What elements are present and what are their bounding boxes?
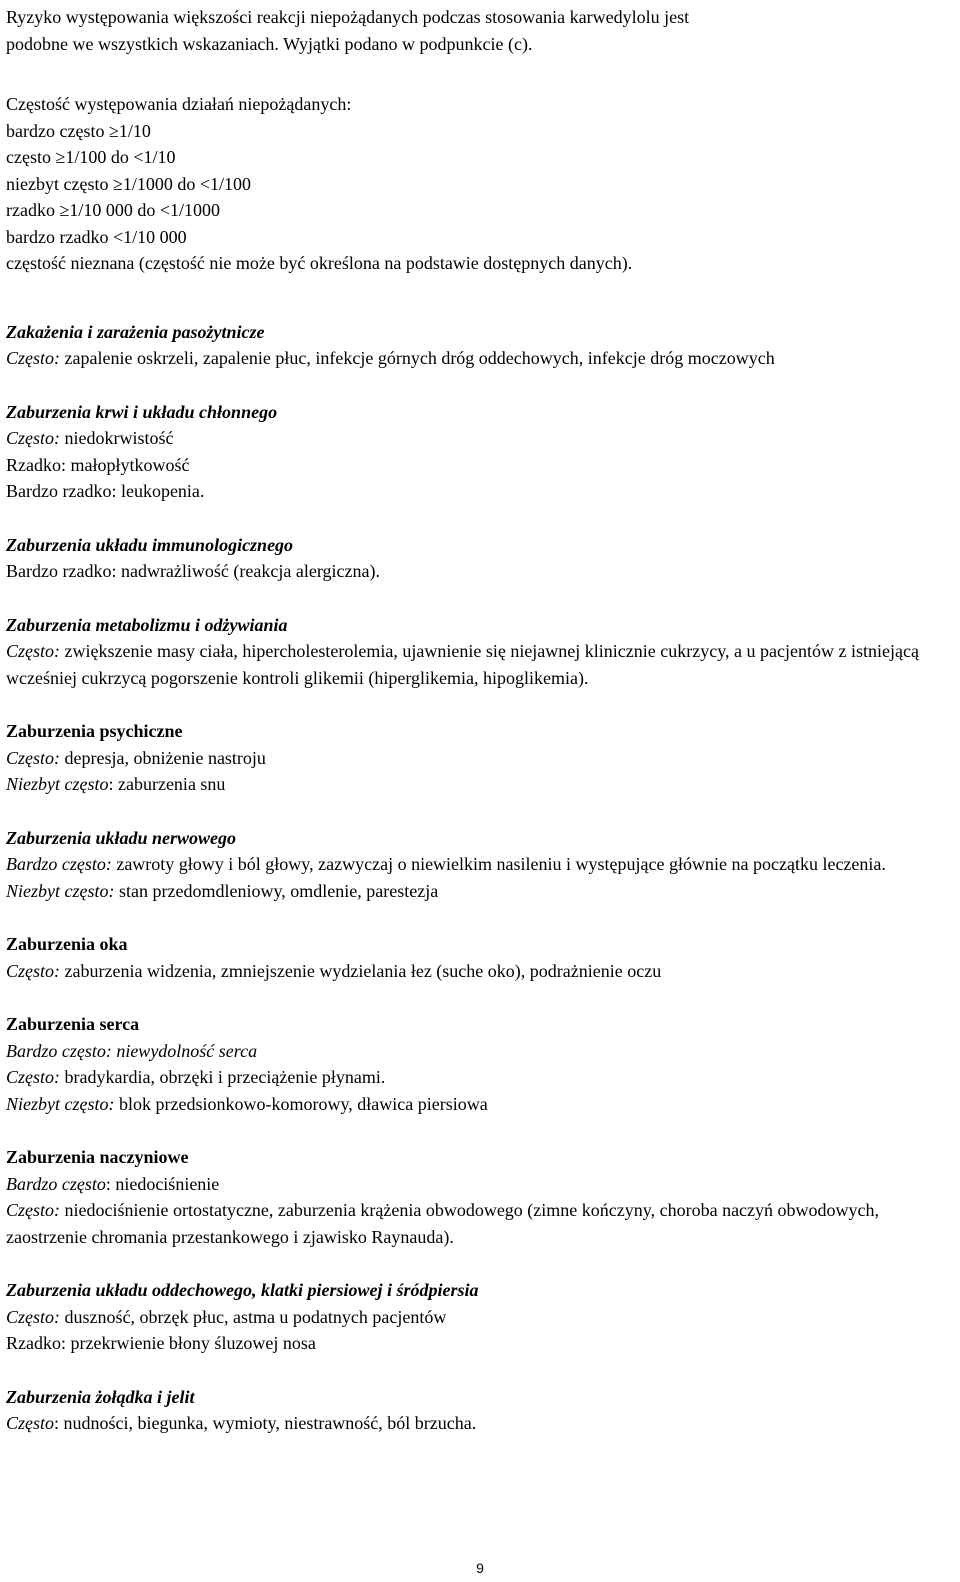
section-immune	[6, 532, 956, 585]
frequency-item: rzadko ≥1/10 000 do <1/1000	[6, 200, 221, 220]
section-entry: Niezbyt często: zaburzenia snu	[6, 774, 226, 794]
section-entry: Bardzo często: zawroty głowy i ból głowy, zazwyczaj o niewielkim nasileniu i występujące głównie na początku leczenia.	[6, 854, 886, 874]
frequency-definitions	[6, 91, 956, 277]
frequency-item: bardzo często ≥1/10	[6, 120, 151, 141]
section-entry: Często: zwiększenie masy ciała, hipercholesterolemia, ujawnienie się niejawnej klinicznie cukrzycy, a u pacjentów z istniejącą wcześniej cukrzycą pogorszenie kontroli glikemii (hiperglikemia, hipoglikemia).	[6, 641, 919, 688]
section-heading: Zaburzenia układu immunologicznego	[6, 534, 294, 555]
section-heading: Zaburzenia metabolizmu i odżywiania	[6, 614, 288, 635]
intro-paragraph	[6, 4, 956, 57]
section-heading: Zaburzenia układu nerwowego	[6, 827, 237, 848]
frequency-item: często ≥1/100 do <1/10	[6, 147, 176, 167]
section-entry: Często: niedokrwistość	[6, 428, 174, 448]
section-entry: Niezbyt często: blok przedsionkowo-komorowy, dławica piersiowa	[6, 1093, 488, 1114]
section-entry: Bardzo często: niedociśnienie	[6, 1173, 220, 1194]
section-heading: Zaburzenia serca	[6, 1014, 140, 1034]
section-heading: Zaburzenia oka	[6, 934, 128, 954]
frequency-item: częstość nieznana (częstość nie może być określona na podstawie dostępnych danych).	[6, 253, 633, 273]
frequency-item: niezbyt często ≥1/1000 do <1/100	[6, 173, 251, 194]
frequency-item: bardzo rzadko <1/10 000	[6, 226, 187, 247]
section-entry: Niezbyt często: stan przedomdleniowy, omdlenie, parestezja	[6, 880, 439, 901]
section-heading: Zaburzenia żołądka i jelit	[6, 1386, 195, 1407]
section-heading: Zaburzenia psychiczne	[6, 721, 183, 741]
section-heading: Zaburzenia krwi i układu chłonnego	[6, 401, 278, 422]
page-number: 9	[476, 1560, 484, 1576]
section-respiratory	[6, 1277, 956, 1357]
section-entry: Często: bradykardia, obrzęki i przeciążenie płynami.	[6, 1067, 386, 1087]
section-entry: Rzadko: przekrwienie błony śluzowej nosa	[6, 1333, 316, 1353]
frequency-title: Częstość występowania działań niepożądanych:	[6, 94, 352, 114]
section-heading: Zakażenia i zarażenia pasożytnicze	[6, 321, 265, 342]
section-vascular	[6, 1144, 956, 1250]
section-heading: Zaburzenia układu oddechowego, klatki piersiowej i śródpiersia	[6, 1280, 479, 1300]
section-entry: Często: zaburzenia widzenia, zmniejszenie wydzielania łez (suche oko), podrażnienie oczu	[6, 960, 662, 981]
section-eye	[6, 931, 956, 984]
section-entry: Bardzo rzadko: leukopenia.	[6, 481, 205, 501]
document-page	[6, 4, 956, 1437]
section-entry: Często: zapalenie oskrzeli, zapalenie płuc, infekcje górnych dróg oddechowych, infekcje dróg moczowych	[6, 348, 775, 368]
intro-line: Ryzyko występowania większości reakcji niepożądanych podczas stosowania karwedylolu jest	[6, 7, 690, 27]
section-entry: Często: nudności, biegunka, wymioty, niestrawność, ból brzucha.	[6, 1413, 477, 1433]
section-blood	[6, 399, 956, 505]
intro-line: podobne we wszystkich wskazaniach. Wyjątki podano w podpunkcie (c).	[6, 33, 533, 54]
section-gastro	[6, 1384, 956, 1437]
section-nervous	[6, 825, 956, 905]
section-entry: Często: depresja, obniżenie nastroju	[6, 747, 266, 768]
section-entry: Bardzo rzadko: nadwrażliwość (reakcja alergiczna).	[6, 561, 380, 581]
section-heading: Zaburzenia naczyniowe	[6, 1147, 189, 1167]
section-entry: Często: duszność, obrzęk płuc, astma u podatnych pacjentów	[6, 1306, 447, 1327]
section-metabolism	[6, 612, 956, 692]
section-entry: Często: niedociśnienie ortostatyczne, zaburzenia krążenia obwodowego (zimne kończyny, choroba naczyń obwodowych, zaostrzenie chromania przestankowego i zjawisko Raynauda).	[6, 1200, 880, 1247]
section-entry: Rzadko: małopłytkowość	[6, 454, 190, 475]
section-entry: Bardzo często: niewydolność serca	[6, 1040, 258, 1061]
section-psychiatric	[6, 718, 956, 798]
section-cardiac	[6, 1011, 956, 1117]
section-infections	[6, 319, 956, 372]
